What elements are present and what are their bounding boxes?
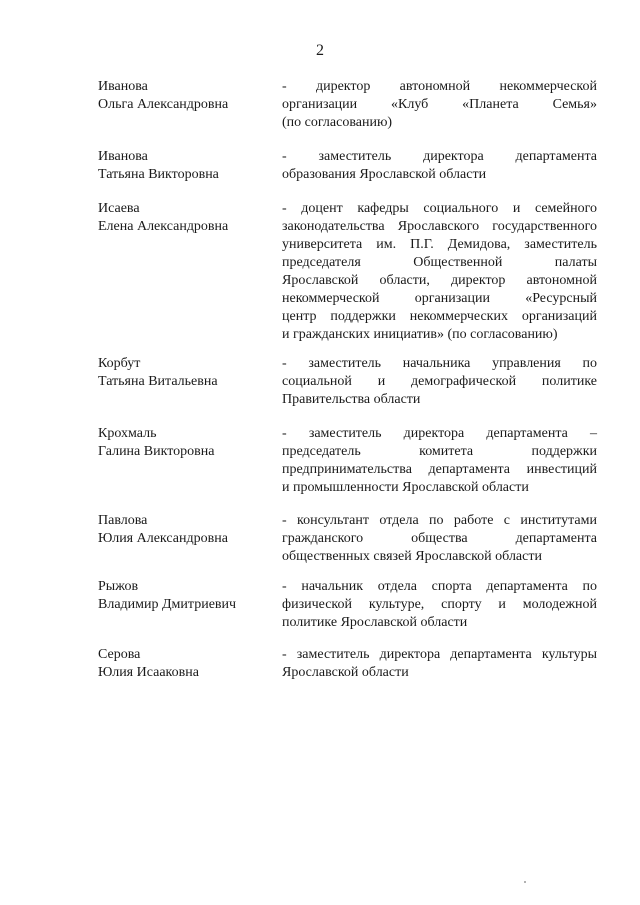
role-line: законодательства Ярославского государственного xyxy=(282,219,597,234)
member-role xyxy=(282,355,597,409)
role-line: некоммерческой организации «Ресурсный xyxy=(282,291,597,306)
member-role xyxy=(282,425,597,497)
member-surname: Иванова xyxy=(98,149,148,164)
role-line: гражданского общества департамента xyxy=(282,531,597,546)
member-role xyxy=(282,200,597,344)
scan-speck xyxy=(524,881,526,883)
member-given-names: Юлия Александровна xyxy=(98,531,228,546)
role-line: университета им. П.Г. Демидова, заместитель xyxy=(282,237,597,252)
member-name xyxy=(98,78,268,114)
role-line: - заместитель директора департамента культуры xyxy=(282,647,597,662)
role-line: Ярославской области xyxy=(282,665,409,680)
member-name xyxy=(98,355,268,391)
member-surname: Павлова xyxy=(98,513,148,528)
role-line: председатель комитета поддержки xyxy=(282,444,597,459)
role-line: организации «Клуб «Планета Семья» xyxy=(282,97,597,112)
role-line: образования Ярославской области xyxy=(282,167,487,182)
role-line: и гражданских инициатив» (по согласованию) xyxy=(282,327,558,342)
member-surname: Рыжов xyxy=(98,579,139,594)
role-line: - начальник отдела спорта департамента по xyxy=(282,579,597,594)
role-line: (по согласованию) xyxy=(282,115,393,130)
member-name xyxy=(98,646,268,682)
role-line: - заместитель директора департамента – xyxy=(282,426,597,441)
member-given-names: Ольга Александровна xyxy=(98,97,229,112)
member-given-names: Юлия Исааковна xyxy=(98,665,199,680)
role-line: - доцент кафедры социального и семейного xyxy=(282,201,597,216)
role-line: предпринимательства департамента инвестиций xyxy=(282,462,597,477)
role-line: общественных связей Ярославской области xyxy=(282,549,542,564)
member-given-names: Татьяна Витальевна xyxy=(98,374,218,389)
page-number: 2 xyxy=(316,42,324,59)
member-name xyxy=(98,425,268,461)
role-line: политике Ярославской области xyxy=(282,615,468,630)
member-surname: Крохмаль xyxy=(98,426,157,441)
member-role xyxy=(282,78,597,132)
role-line: Правительства области xyxy=(282,392,421,407)
role-line: - заместитель директора департамента xyxy=(282,149,597,164)
member-given-names: Елена Александровна xyxy=(98,219,229,234)
role-line: - директор автономной некоммерческой xyxy=(282,79,597,94)
member-name xyxy=(98,148,268,184)
member-role xyxy=(282,148,597,184)
member-name xyxy=(98,512,268,548)
role-line: - заместитель начальника управления по xyxy=(282,356,597,371)
member-role xyxy=(282,512,597,566)
member-surname: Серова xyxy=(98,647,141,662)
member-given-names: Галина Викторовна xyxy=(98,444,215,459)
member-given-names: Владимир Дмитриевич xyxy=(98,597,237,612)
member-role xyxy=(282,646,597,682)
role-line: председателя Общественной палаты xyxy=(282,255,597,270)
member-name xyxy=(98,578,268,614)
member-surname: Корбут xyxy=(98,356,141,371)
role-line: социальной и демографической политике xyxy=(282,374,597,389)
member-role xyxy=(282,578,597,632)
role-line: - консультант отдела по работе с институтами xyxy=(282,513,597,528)
role-line: центр поддержки некоммерческих организаций xyxy=(282,309,597,324)
member-given-names: Татьяна Викторовна xyxy=(98,167,219,182)
role-line: физической культуре, спорту и молодежной xyxy=(282,597,597,612)
role-line: Ярославской области, директор автономной xyxy=(282,273,597,288)
role-line: и промышленности Ярославской области xyxy=(282,480,529,495)
member-name xyxy=(98,200,268,236)
member-surname: Исаева xyxy=(98,201,140,216)
member-surname: Иванова xyxy=(98,79,148,94)
